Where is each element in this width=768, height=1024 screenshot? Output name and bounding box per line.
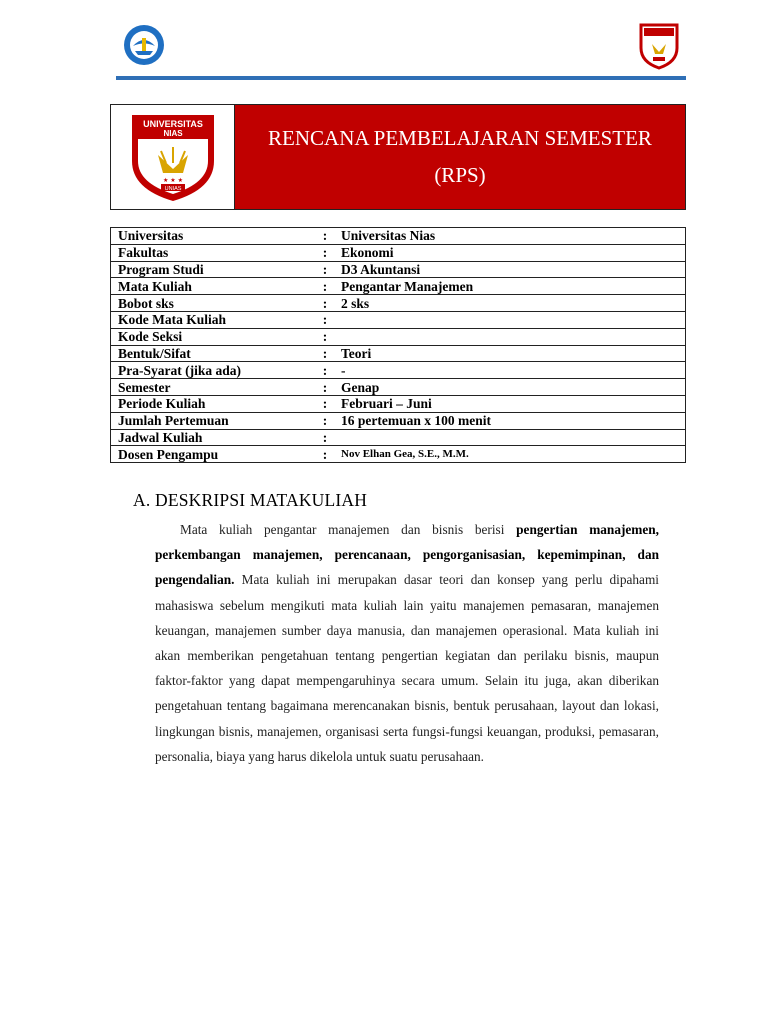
info-row: [111, 379, 686, 396]
info-separator: :: [321, 429, 334, 446]
info-value: Februari – Juni: [334, 395, 686, 412]
info-value: Teori: [334, 345, 686, 362]
info-row: [111, 345, 686, 362]
info-separator: :: [321, 395, 334, 412]
info-label: Dosen Pengampu: [111, 446, 322, 463]
info-separator: :: [321, 412, 334, 429]
description-intro: Mata kuliah pengantar manajemen dan bisnis berisi: [180, 522, 517, 537]
info-separator: :: [321, 345, 334, 362]
header-logo-cell: [111, 105, 235, 209]
info-row: [111, 412, 686, 429]
info-value: Genap: [334, 379, 686, 396]
info-separator: :: [321, 228, 334, 245]
course-info-table: [110, 227, 686, 463]
info-label: Program Studi: [111, 261, 322, 278]
info-label: Bentuk/Sifat: [111, 345, 322, 362]
info-label: Jadwal Kuliah: [111, 429, 322, 446]
info-value: Universitas Nias: [334, 228, 686, 245]
info-row: [111, 311, 686, 328]
info-value: Pengantar Manajemen: [334, 278, 686, 295]
university-shield-logo: [128, 111, 218, 203]
info-value: Ekonomi: [334, 244, 686, 261]
course-description: [155, 517, 659, 769]
info-label: Kode Seksi: [111, 328, 322, 345]
info-row: [111, 228, 686, 245]
info-label: Semester: [111, 379, 322, 396]
info-row: [111, 429, 686, 446]
info-row: [111, 295, 686, 312]
description-rest: Mata kuliah ini merupakan dasar teori dan konsep yang perlu dipahami mahasiswa sebelum mengikuti mata kuliah lain yaitu manajemen pemasaran, manajemen keuangan, manajemen sumber daya manusia, dan manajemen operasional. Mata kuliah ini akan memberikan pengetahuan tentang pengertian kegiatan dan perilaku bisnis, maupun faktor-faktor yang dapat mempengaruhinya secara umum. Selain itu juga, akan diberikan pengetahuan tentang bagaimana merencanakan bisnis, bentuk perusahaan, layout dan lokasi, lingkungan bisnis, manajemen, organisasi serta fungsi-fungsi keuangan, produksi, pemasaran, personalia, biaya yang harus dikelola untuk suatu perusahaan.: [155, 572, 659, 764]
logo-text-bottom: NIAS: [162, 129, 183, 138]
info-row: [111, 395, 686, 412]
info-label: Periode Kuliah: [111, 395, 322, 412]
header-rule: [116, 76, 686, 80]
info-separator: :: [321, 261, 334, 278]
info-label: Fakultas: [111, 244, 322, 261]
info-value: D3 Akuntansi: [334, 261, 686, 278]
info-row: [111, 261, 686, 278]
description-bold-topics: pengertian manajemen, perkembangan manajemen, perencanaan, pengorganisasian, kepemimpinan, dan pengendalian.: [155, 522, 659, 588]
document-title-abbrev: (RPS): [434, 163, 486, 187]
logo-badge-text: UNIAS: [164, 186, 181, 192]
info-row: [111, 328, 686, 345]
info-label: Universitas: [111, 228, 322, 245]
info-value: 2 sks: [334, 295, 686, 312]
header-title-cell: [235, 105, 685, 209]
section-title: A. DESKRIPSI MATAKULIAH: [133, 490, 368, 510]
info-value: [334, 311, 686, 328]
info-separator: :: [321, 446, 334, 463]
info-row: [111, 362, 686, 379]
svg-text:★ ★ ★: ★ ★ ★: [162, 177, 183, 184]
info-separator: :: [321, 278, 334, 295]
info-label: Jumlah Pertemuan: [111, 412, 322, 429]
info-label: Mata Kuliah: [111, 278, 322, 295]
university-shield-logo-small: [638, 22, 680, 70]
info-separator: :: [321, 244, 334, 261]
government-emblem-icon: [121, 24, 167, 66]
info-row: [111, 244, 686, 261]
info-separator: :: [321, 311, 334, 328]
info-value: [334, 429, 686, 446]
info-value: -: [334, 362, 686, 379]
info-value: [334, 328, 686, 345]
info-row: [111, 278, 686, 295]
info-value: 16 pertemuan x 100 menit: [334, 412, 686, 429]
info-label: Bobot sks: [111, 295, 322, 312]
info-label: Pra-Syarat (jika ada): [111, 362, 322, 379]
info-row: [111, 446, 686, 463]
info-label: Kode Mata Kuliah: [111, 311, 322, 328]
logo-text-top: UNIVERSITAS: [142, 119, 203, 129]
info-value: Nov Elhan Gea, S.E., M.M.: [334, 446, 686, 463]
document-title: RENCANA PEMBELAJARAN SEMESTER: [268, 126, 652, 150]
rps-header: [110, 104, 686, 210]
info-separator: :: [321, 362, 334, 379]
info-separator: :: [321, 328, 334, 345]
info-separator: :: [321, 379, 334, 396]
info-separator: :: [321, 295, 334, 312]
